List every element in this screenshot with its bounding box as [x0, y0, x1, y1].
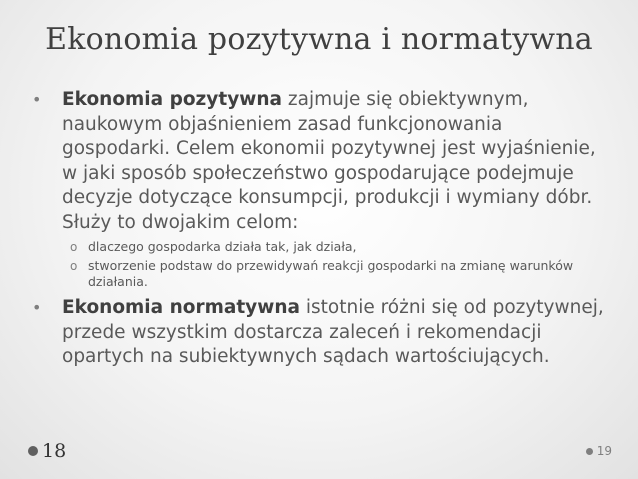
page-number — [586, 444, 612, 458]
bullet-text: zajmuje się obiektywnym, naukowym objaśnieniem zasad funkcjonowania gospodarki. Celem ekonomii pozytywnej jest wyjaśnienie, w jaki sposób społeczeństwo gospodarujące podejmuje decyzje dotyczące konsumpcji, produkcji i wymiany dóbr. Służy to dwojakim celom: — [62, 89, 596, 233]
bullet-dot-icon: • — [32, 298, 42, 317]
slide-title: Ekonomia pozytywna i normatywna — [45, 22, 593, 57]
footer-left-label: 18 — [42, 440, 67, 462]
sub-list — [30, 239, 610, 290]
bullet-positive-economics — [30, 88, 610, 235]
sub-bullet-icon: o — [70, 240, 78, 254]
sub-list-item — [30, 258, 610, 290]
footer-left-number — [28, 440, 66, 462]
sub-item-text: stworzenie podstaw do przewidywań reakcji gospodarki na zmianę warunków działania. — [88, 258, 574, 289]
sub-list-item — [30, 239, 610, 255]
sub-bullet-icon: o — [70, 259, 78, 273]
slide-content — [30, 88, 610, 370]
term-positive-economics: Ekonomia pozytywna — [62, 89, 283, 110]
bullet-dot-icon: • — [32, 90, 42, 109]
term-normative-economics: Ekonomia normatywna — [62, 297, 300, 318]
sub-item-text: dlaczego gospodarka działa tak, jak działa, — [88, 239, 357, 254]
bullet-text: istotnie różni się od pozytywnej, przede wszystkim dostarcza zaleceń i rekomendacji opartych na subiektywnych sądach wartościujących. — [62, 297, 604, 367]
footer-circle-icon — [28, 446, 38, 456]
page-number-circle-icon — [586, 448, 593, 455]
bullet-normative-economics — [30, 296, 610, 370]
page-number-label: 19 — [596, 444, 612, 458]
